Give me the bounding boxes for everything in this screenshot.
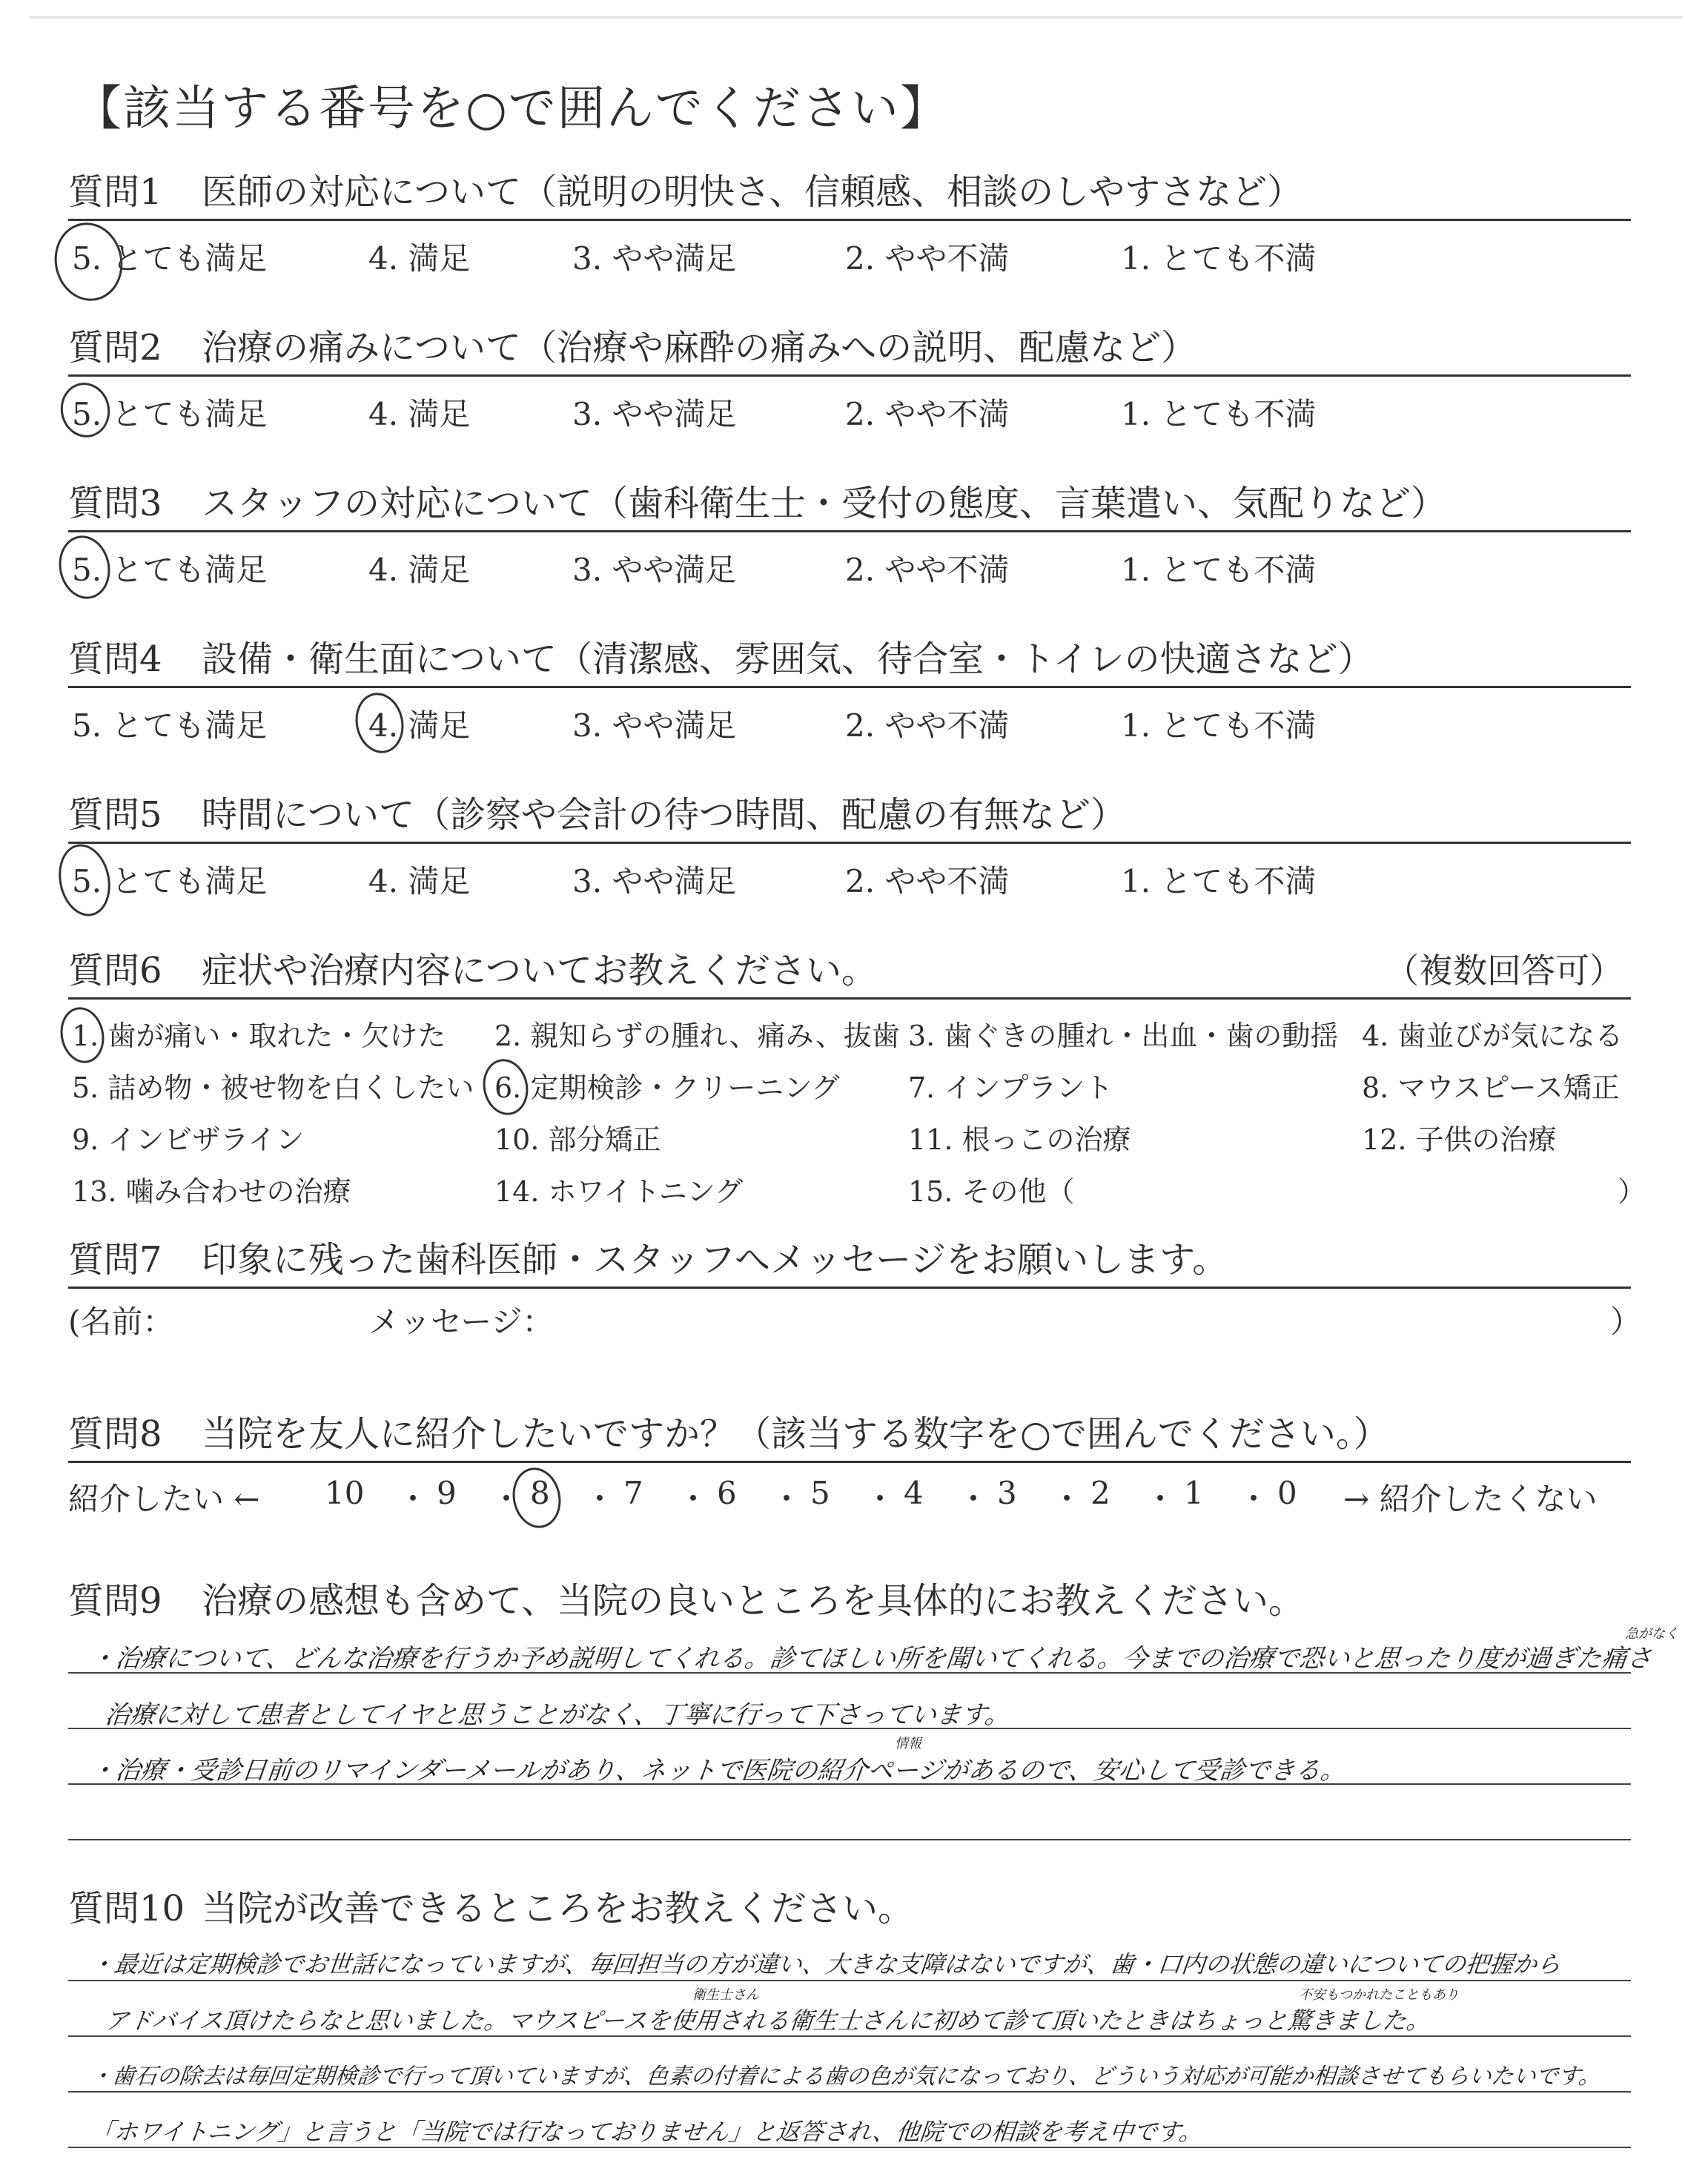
question-text: 治療の感想も含めて、当院の良いところを具体的にお教えください。 <box>202 1580 1305 1622</box>
ruled-line <box>68 1839 1631 1840</box>
form-title: 【該当する番号を○で囲んでください】 <box>74 82 949 136</box>
scale-dot: ・ <box>958 1481 990 1517</box>
option-3[interactable]: 3. やや満足 <box>572 863 737 899</box>
scale-dot: ・ <box>678 1481 709 1517</box>
question-number: 質問6 <box>68 950 162 991</box>
option-1[interactable]: 1. とても不満 <box>1121 863 1317 899</box>
handwritten-annotation: 不安もつかれたこともあり <box>1299 1987 1459 2003</box>
question-number: 質問2 <box>68 327 162 369</box>
scale-value[interactable]: 9 <box>437 1475 457 1511</box>
scale-value[interactable]: 8 <box>530 1475 550 1511</box>
question-text: 印象に残った歯科医師・スタッフへメッセージをお願いします。 <box>202 1239 1228 1281</box>
symptom-option[interactable]: 9. インビザライン <box>72 1123 305 1156</box>
recommend-scale <box>68 1463 1631 1522</box>
option-4[interactable]: 4. 満足 <box>368 240 471 277</box>
handwritten-annotation: 情報 <box>895 1736 921 1751</box>
scale-dot: ・ <box>1145 1481 1176 1517</box>
question-number: 質問4 <box>68 638 162 680</box>
symptom-option[interactable]: 7. インプラント <box>908 1071 1113 1104</box>
name-label: (名前： <box>68 1304 174 1340</box>
option-1[interactable]: 1. とても不満 <box>1121 396 1317 432</box>
answer-area[interactable] <box>68 1935 1631 2158</box>
symptom-option[interactable]: 6. 定期検診・クリーニング <box>494 1071 840 1104</box>
scale-dot: ・ <box>771 1481 803 1517</box>
scale-value[interactable]: 3 <box>997 1475 1017 1511</box>
question-number: 質問5 <box>68 794 162 836</box>
option-3[interactable]: 3. やや満足 <box>572 240 737 277</box>
scale-value[interactable]: 7 <box>623 1475 643 1511</box>
option-1[interactable]: 1. とても不満 <box>1121 240 1317 277</box>
symptom-option[interactable]: 15. その他（ <box>908 1175 1075 1208</box>
option-2[interactable]: 2. やや不満 <box>845 863 1010 899</box>
scale-value[interactable]: 1 <box>1184 1475 1204 1511</box>
question-text: スタッフの対応について（歯科衛生士・受付の態度、言葉遣い、気配りなど） <box>202 483 1447 524</box>
question-text: 当院が改善できるところをお教えください。 <box>202 1888 914 1929</box>
ruled-line <box>68 2091 1631 2093</box>
question-2 <box>68 315 1631 436</box>
question-6 <box>68 938 1646 1215</box>
selected-circle <box>53 839 117 921</box>
symptom-option[interactable]: 3. 歯ぐきの腫れ・出血・歯の動揺 <box>908 1020 1339 1052</box>
question-8 <box>68 1401 1631 1522</box>
handwritten-answer: ・歯石の除去は毎回定期検診で行って頂いていますが、色素の付着による歯の色が気になっており、どういう対応が可能か相談させてもらいたいです。 <box>88 2064 1603 2090</box>
scale-right-label: → 紹介したくない <box>1343 1481 1598 1517</box>
message-close-paren: ） <box>1610 1304 1642 1340</box>
handwritten-answer: ・治療について、どんな治療を行うか予め説明してくれる。診てほしい所を聞いてくれる。今までの治療で恐いと思ったり度が過ぎた痛さ <box>88 1644 1654 1674</box>
question-7 <box>68 1227 1642 1341</box>
answer-area[interactable] <box>68 1626 1678 1917</box>
option-4[interactable]: 4. 満足 <box>368 863 471 899</box>
scale-dot: ・ <box>491 1481 523 1517</box>
handwritten-annotation: 急がなく <box>1625 1626 1678 1642</box>
scale-dot: ・ <box>1051 1481 1083 1517</box>
symptom-option[interactable]: 13. 噛み合わせの治療 <box>72 1175 351 1208</box>
option-1[interactable]: 1. とても不満 <box>1121 552 1317 588</box>
symptom-option[interactable]: 10. 部分矯正 <box>494 1123 661 1156</box>
multiple-answer-note: （複数回答可） <box>1385 951 1623 991</box>
option-2[interactable]: 2. やや不満 <box>845 240 1010 277</box>
option-3[interactable]: 3. やや満足 <box>572 396 737 432</box>
question-text: 当院を友人に紹介したいですか？（該当する数字を○で囲んでください。） <box>202 1413 1389 1455</box>
selected-circle <box>350 688 409 758</box>
option-1[interactable]: 1. とても不満 <box>1121 707 1317 744</box>
handwritten-answer: アドバイス頂けたらなと思いました。マウスピースを使用される衛生士さんに初めて診て頂いたときはちょっと驚きました。 <box>103 2007 1431 2035</box>
option-5[interactable]: 5. とても満足 <box>72 552 268 588</box>
option-4[interactable]: 4. 満足 <box>368 552 471 588</box>
option-3[interactable]: 3. やや満足 <box>572 552 737 588</box>
option-2[interactable]: 2. やや不満 <box>845 552 1010 588</box>
question-number: 質問1 <box>68 171 162 213</box>
top-border <box>30 16 1683 19</box>
ruled-line <box>68 1980 1631 1981</box>
question-number: 質問8 <box>68 1413 162 1455</box>
symptom-option[interactable]: 14. ホワイトニング <box>494 1175 744 1208</box>
scale-value[interactable]: 6 <box>717 1475 737 1511</box>
selected-circle <box>507 1463 566 1533</box>
scale-dot: ・ <box>397 1481 429 1517</box>
question-text: 時間について（診察や会計の待つ時間、配慮の有無など） <box>202 794 1127 836</box>
symptom-option[interactable]: 1. 歯が痛い・取れた・欠けた <box>72 1020 446 1052</box>
scale-value[interactable]: 4 <box>904 1475 924 1511</box>
question-text: 設備・衛生面について（清潔感、雰囲気、待合室・トイレの快適さなど） <box>202 638 1374 680</box>
question-text: 治療の痛みについて（治療や麻酔の痛みへの説明、配慮など） <box>202 327 1197 369</box>
option-3[interactable]: 3. やや満足 <box>572 707 737 744</box>
selected-circle <box>47 217 130 308</box>
question-9 <box>68 1568 1678 1917</box>
handwritten-answer: 治療に対して患者としてイヤと思うことがなく、丁寧に行って下さっています。 <box>103 1700 1012 1730</box>
option-4[interactable]: 4. 満足 <box>368 707 471 744</box>
question-1 <box>68 159 1631 280</box>
symptom-option[interactable]: 8. マウスピース矯正 <box>1362 1071 1620 1104</box>
scale-dot: ・ <box>1238 1481 1270 1517</box>
symptom-option[interactable]: 12. 子供の治療 <box>1362 1123 1557 1156</box>
scale-value[interactable]: 10 <box>325 1475 365 1511</box>
question-text: 医師の対応について（説明の明快さ、信頼感、相談のしやすさなど） <box>202 171 1303 213</box>
handwritten-answer: 「ホワイトニング」と言うと「当院では行なっておりません」と返答され、他院での相談を考え中です。 <box>88 2118 1205 2146</box>
scale-value[interactable]: 5 <box>810 1475 830 1511</box>
option-2[interactable]: 2. やや不満 <box>845 707 1010 744</box>
option-5[interactable]: 5. とても満足 <box>72 707 268 744</box>
question-number: 質問3 <box>68 483 162 524</box>
other-close-paren: ） <box>1618 1175 1646 1208</box>
question-10 <box>68 1876 1631 2158</box>
question-number: 質問7 <box>68 1239 162 1281</box>
handwritten-annotation: 衛生士さん <box>692 1987 759 2003</box>
question-4 <box>68 627 1631 747</box>
handwritten-answer: ・最近は定期検診でお世話になっていますが、毎回担当の方が違い、大きな支障はないですが、歯・口内の状態の違いについての把握から <box>88 1950 1563 1978</box>
question-5 <box>68 782 1631 903</box>
scale-left-label: 紹介したい ← <box>68 1481 260 1517</box>
symptom-option[interactable]: 5. 詰め物・被せ物を白くしたい <box>72 1071 474 1104</box>
question-number: 質問9 <box>68 1580 162 1622</box>
question-number: 質問10 <box>68 1888 185 1929</box>
option-5[interactable]: 5. とても満足 <box>72 863 268 899</box>
question-3 <box>68 471 1631 592</box>
selected-circle <box>53 531 116 604</box>
scale-dot: ・ <box>864 1481 896 1517</box>
scale-value[interactable]: 0 <box>1277 1475 1297 1511</box>
handwritten-answer: ・治療・受診日前のリマインダーメールがあり、ネットで医院の紹介ページがあるので、安心して受診できる。 <box>88 1756 1348 1786</box>
option-5[interactable]: 5. とても満足 <box>72 396 268 432</box>
symptom-option[interactable]: 2. 親知らずの腫れ、痛み、抜歯 <box>494 1020 900 1052</box>
symptom-option[interactable]: 4. 歯並びが気になる <box>1362 1020 1623 1052</box>
scale-value[interactable]: 2 <box>1090 1475 1110 1511</box>
symptom-option[interactable]: 11. 根っこの治療 <box>908 1123 1131 1156</box>
option-2[interactable]: 2. やや不満 <box>845 396 1010 432</box>
option-4[interactable]: 4. 満足 <box>368 396 471 432</box>
question-text: 症状や治療内容についてお教えください。 <box>202 950 878 991</box>
option-5[interactable]: 5. とても満足 <box>72 240 268 277</box>
scale-dot: ・ <box>584 1481 616 1517</box>
message-label: メッセージ： <box>368 1304 554 1340</box>
